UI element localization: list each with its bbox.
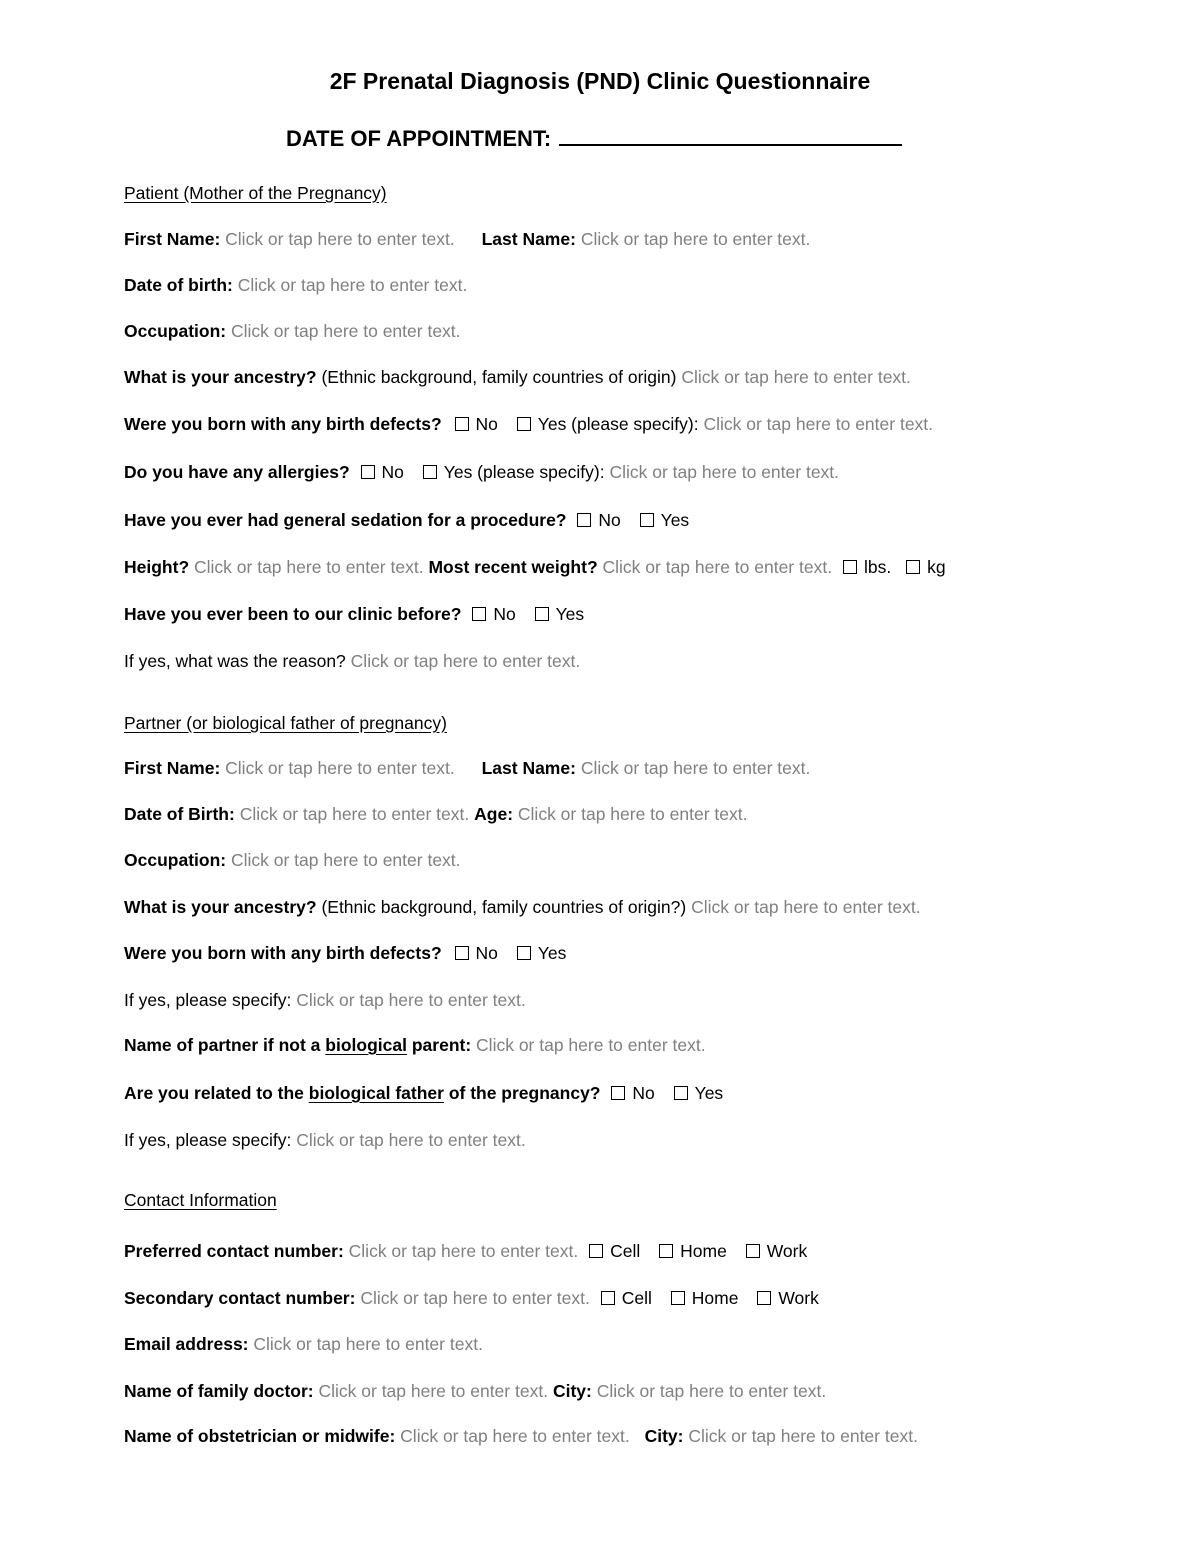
patient-birth-defects-yes-option[interactable]: Yes (please specify): (517, 413, 699, 435)
partner-nonbio-row (124, 1034, 706, 1056)
contact-doctor-input[interactable]: Click or tap here to enter text. (318, 1381, 549, 1401)
partner-birth-defects-no-option[interactable]: No (455, 942, 498, 964)
contact-secondary-work-option[interactable]: Work (757, 1287, 819, 1309)
contact-obstetrician-label: Name of obstetrician or midwife: (124, 1426, 396, 1446)
partner-first-name-label: First Name: (124, 758, 221, 778)
checkbox-icon[interactable] (535, 607, 549, 621)
checkbox-icon[interactable] (577, 513, 591, 527)
patient-birth-defects-no-option[interactable]: No (455, 413, 498, 435)
partner-age-label: Age: (474, 804, 514, 824)
contact-secondary-input[interactable]: Click or tap here to enter text. (360, 1288, 590, 1308)
partner-ancestry-label: What is your ancestry? (124, 897, 317, 917)
contact-obstetrician-input[interactable]: Click or tap here to enter text. (400, 1426, 630, 1446)
contact-email-input[interactable]: Click or tap here to enter text. (253, 1334, 483, 1354)
checkbox-icon[interactable] (671, 1291, 685, 1305)
contact-doctor-city-label: City: (552, 1381, 592, 1401)
partner-section-heading: Partner (or biological father of pregnancy) (124, 713, 447, 733)
patient-name-row (124, 228, 810, 250)
appointment-date-row (286, 124, 902, 154)
checkbox-icon[interactable] (659, 1244, 673, 1258)
contact-preferred-row (124, 1240, 807, 1262)
patient-dob-label: Date of birth: (124, 275, 233, 295)
patient-weight-input[interactable]: Click or tap here to enter text. (602, 557, 833, 577)
checkbox-icon[interactable] (746, 1244, 760, 1258)
patient-height-label: Height? (124, 557, 190, 577)
partner-related-no-option[interactable]: No (611, 1082, 654, 1104)
partner-occupation-row (124, 849, 461, 871)
contact-secondary-row (124, 1287, 819, 1309)
partner-birth-defects-yes-option[interactable]: Yes (517, 942, 567, 964)
contact-preferred-cell-option[interactable]: Cell (589, 1240, 640, 1262)
checkbox-icon[interactable] (455, 946, 469, 960)
contact-email-label: Email address: (124, 1334, 249, 1354)
partner-related-prefix: Are you related to the (124, 1083, 304, 1103)
partner-birth-defects-label: Were you born with any birth defects? (124, 943, 442, 963)
patient-clinic-before-no-option[interactable]: No (472, 603, 515, 625)
patient-clinic-before-yes-option[interactable]: Yes (535, 603, 585, 625)
partner-first-name-input[interactable]: Click or tap here to enter text. (225, 758, 455, 778)
patient-dob-input[interactable]: Click or tap here to enter text. (237, 275, 468, 295)
patient-last-name-input[interactable]: Click or tap here to enter text. (580, 229, 811, 249)
contact-obstetrician-row (124, 1425, 918, 1447)
checkbox-icon[interactable] (611, 1086, 625, 1100)
patient-ancestry-input[interactable]: Click or tap here to enter text. (681, 367, 911, 387)
checkbox-icon[interactable] (640, 513, 654, 527)
partner-nonbio-underlined: biological (325, 1035, 407, 1055)
checkbox-icon[interactable] (455, 417, 469, 431)
contact-secondary-home-option[interactable]: Home (671, 1287, 739, 1309)
patient-sedation-label: Have you ever had general sedation for a procedure? (124, 510, 567, 530)
patient-ancestry-row (124, 366, 911, 388)
partner-specify-input[interactable]: Click or tap here to enter text. (296, 990, 526, 1010)
patient-dob-row (124, 274, 467, 296)
partner-ancestry-input[interactable]: Click or tap here to enter text. (691, 897, 921, 917)
partner-nonbio-prefix: Name of partner if not a (124, 1035, 321, 1055)
contact-preferred-input[interactable]: Click or tap here to enter text. (348, 1241, 579, 1261)
partner-name-row (124, 757, 810, 779)
checkbox-icon[interactable] (601, 1291, 615, 1305)
partner-specify2-row (124, 1129, 526, 1151)
patient-reason-row (124, 650, 580, 672)
checkbox-icon[interactable] (843, 560, 857, 574)
contact-preferred-label: Preferred contact number: (124, 1241, 344, 1261)
checkbox-icon[interactable] (757, 1291, 771, 1305)
contact-preferred-home-option[interactable]: Home (659, 1240, 727, 1262)
patient-reason-label: If yes, what was the reason? (124, 651, 346, 671)
patient-occupation-input[interactable]: Click or tap here to enter text. (230, 321, 461, 341)
partner-ancestry-row (124, 896, 921, 918)
contact-secondary-label: Secondary contact number: (124, 1288, 356, 1308)
contact-obstetrician-city-input[interactable]: Click or tap here to enter text. (688, 1426, 918, 1446)
checkbox-icon[interactable] (423, 465, 437, 479)
partner-occupation-label: Occupation: (124, 850, 227, 870)
patient-section-heading: Patient (Mother of the Pregnancy) (124, 183, 387, 203)
patient-height-weight-row (124, 556, 946, 578)
patient-clinic-before-label: Have you ever been to our clinic before? (124, 604, 462, 624)
patient-allergies-label: Do you have any allergies? (124, 462, 350, 482)
checkbox-icon[interactable] (517, 417, 531, 431)
appointment-date-field[interactable] (559, 124, 902, 146)
checkbox-icon[interactable] (674, 1086, 688, 1100)
partner-related-yes-option[interactable]: Yes (674, 1082, 724, 1104)
partner-dob-input[interactable]: Click or tap here to enter text. (239, 804, 470, 824)
appointment-date-label: DATE OF APPOINTMENT: (286, 126, 552, 151)
patient-last-name-label: Last Name: (481, 229, 576, 249)
patient-ancestry-label: What is your ancestry? (124, 367, 317, 387)
checkbox-icon[interactable] (472, 607, 486, 621)
patient-weight-lbs-option[interactable]: lbs. (843, 556, 891, 578)
contact-obstetrician-city-label: City: (644, 1426, 684, 1446)
patient-first-name-input[interactable]: Click or tap here to enter text. (225, 229, 455, 249)
patient-first-name-label: First Name: (124, 229, 221, 249)
partner-specify2-input[interactable]: Click or tap here to enter text. (296, 1130, 526, 1150)
contact-doctor-label: Name of family doctor: (124, 1381, 314, 1401)
partner-related-underlined: biological father (308, 1083, 444, 1103)
patient-allergies-no-option[interactable]: No (361, 461, 404, 483)
partner-ancestry-note: (Ethnic background, family countries of origin?) (321, 897, 687, 917)
partner-birth-defects-row (124, 942, 566, 964)
checkbox-icon[interactable] (361, 465, 375, 479)
patient-birth-defects-input[interactable]: Click or tap here to enter text. (703, 414, 934, 434)
patient-allergies-input[interactable]: Click or tap here to enter text. (609, 462, 840, 482)
partner-related-suffix: of the pregnancy? (448, 1083, 601, 1103)
partner-nonbio-suffix: parent: (411, 1035, 472, 1055)
patient-reason-input[interactable]: Click or tap here to enter text. (350, 651, 581, 671)
patient-ancestry-note: (Ethnic background, family countries of origin) (321, 367, 677, 387)
patient-clinic-before-row (124, 603, 584, 625)
patient-weight-label: Most recent weight? (428, 557, 598, 577)
partner-specify-label: If yes, please specify: (124, 990, 292, 1010)
partner-occupation-input[interactable]: Click or tap here to enter text. (230, 850, 461, 870)
contact-doctor-city-input[interactable]: Click or tap here to enter text. (596, 1381, 827, 1401)
contact-secondary-cell-option[interactable]: Cell (601, 1287, 652, 1309)
partner-last-name-input[interactable]: Click or tap here to enter text. (580, 758, 811, 778)
patient-birth-defects-row (124, 413, 933, 435)
contact-email-row (124, 1333, 483, 1355)
partner-last-name-label: Last Name: (481, 758, 576, 778)
patient-sedation-no-option[interactable]: No (577, 509, 620, 531)
partner-age-input[interactable]: Click or tap here to enter text. (517, 804, 748, 824)
checkbox-icon[interactable] (906, 560, 920, 574)
patient-allergies-yes-option[interactable]: Yes (please specify): (423, 461, 605, 483)
patient-occupation-row (124, 320, 461, 342)
patient-occupation-label: Occupation: (124, 321, 227, 341)
patient-weight-kg-option[interactable]: kg (906, 556, 945, 578)
document-title: 2F Prenatal Diagnosis (PND) Clinic Questionnaire (329, 68, 871, 94)
partner-specify2-label: If yes, please specify: (124, 1130, 292, 1150)
partner-dob-label: Date of Birth: (124, 804, 235, 824)
partner-nonbio-input[interactable]: Click or tap here to enter text. (476, 1035, 706, 1055)
patient-sedation-row (124, 509, 689, 531)
contact-doctor-row (124, 1380, 826, 1402)
contact-preferred-work-option[interactable]: Work (746, 1240, 808, 1262)
patient-birth-defects-label: Were you born with any birth defects? (124, 414, 442, 434)
checkbox-icon[interactable] (589, 1244, 603, 1258)
checkbox-icon[interactable] (517, 946, 531, 960)
patient-sedation-yes-option[interactable]: Yes (640, 509, 690, 531)
partner-specify-row (124, 989, 526, 1011)
patient-height-input[interactable]: Click or tap here to enter text. (194, 557, 424, 577)
contact-section-heading: Contact Information (124, 1190, 277, 1210)
partner-dob-row (124, 803, 747, 825)
partner-related-row (124, 1082, 723, 1104)
patient-allergies-row (124, 461, 839, 483)
